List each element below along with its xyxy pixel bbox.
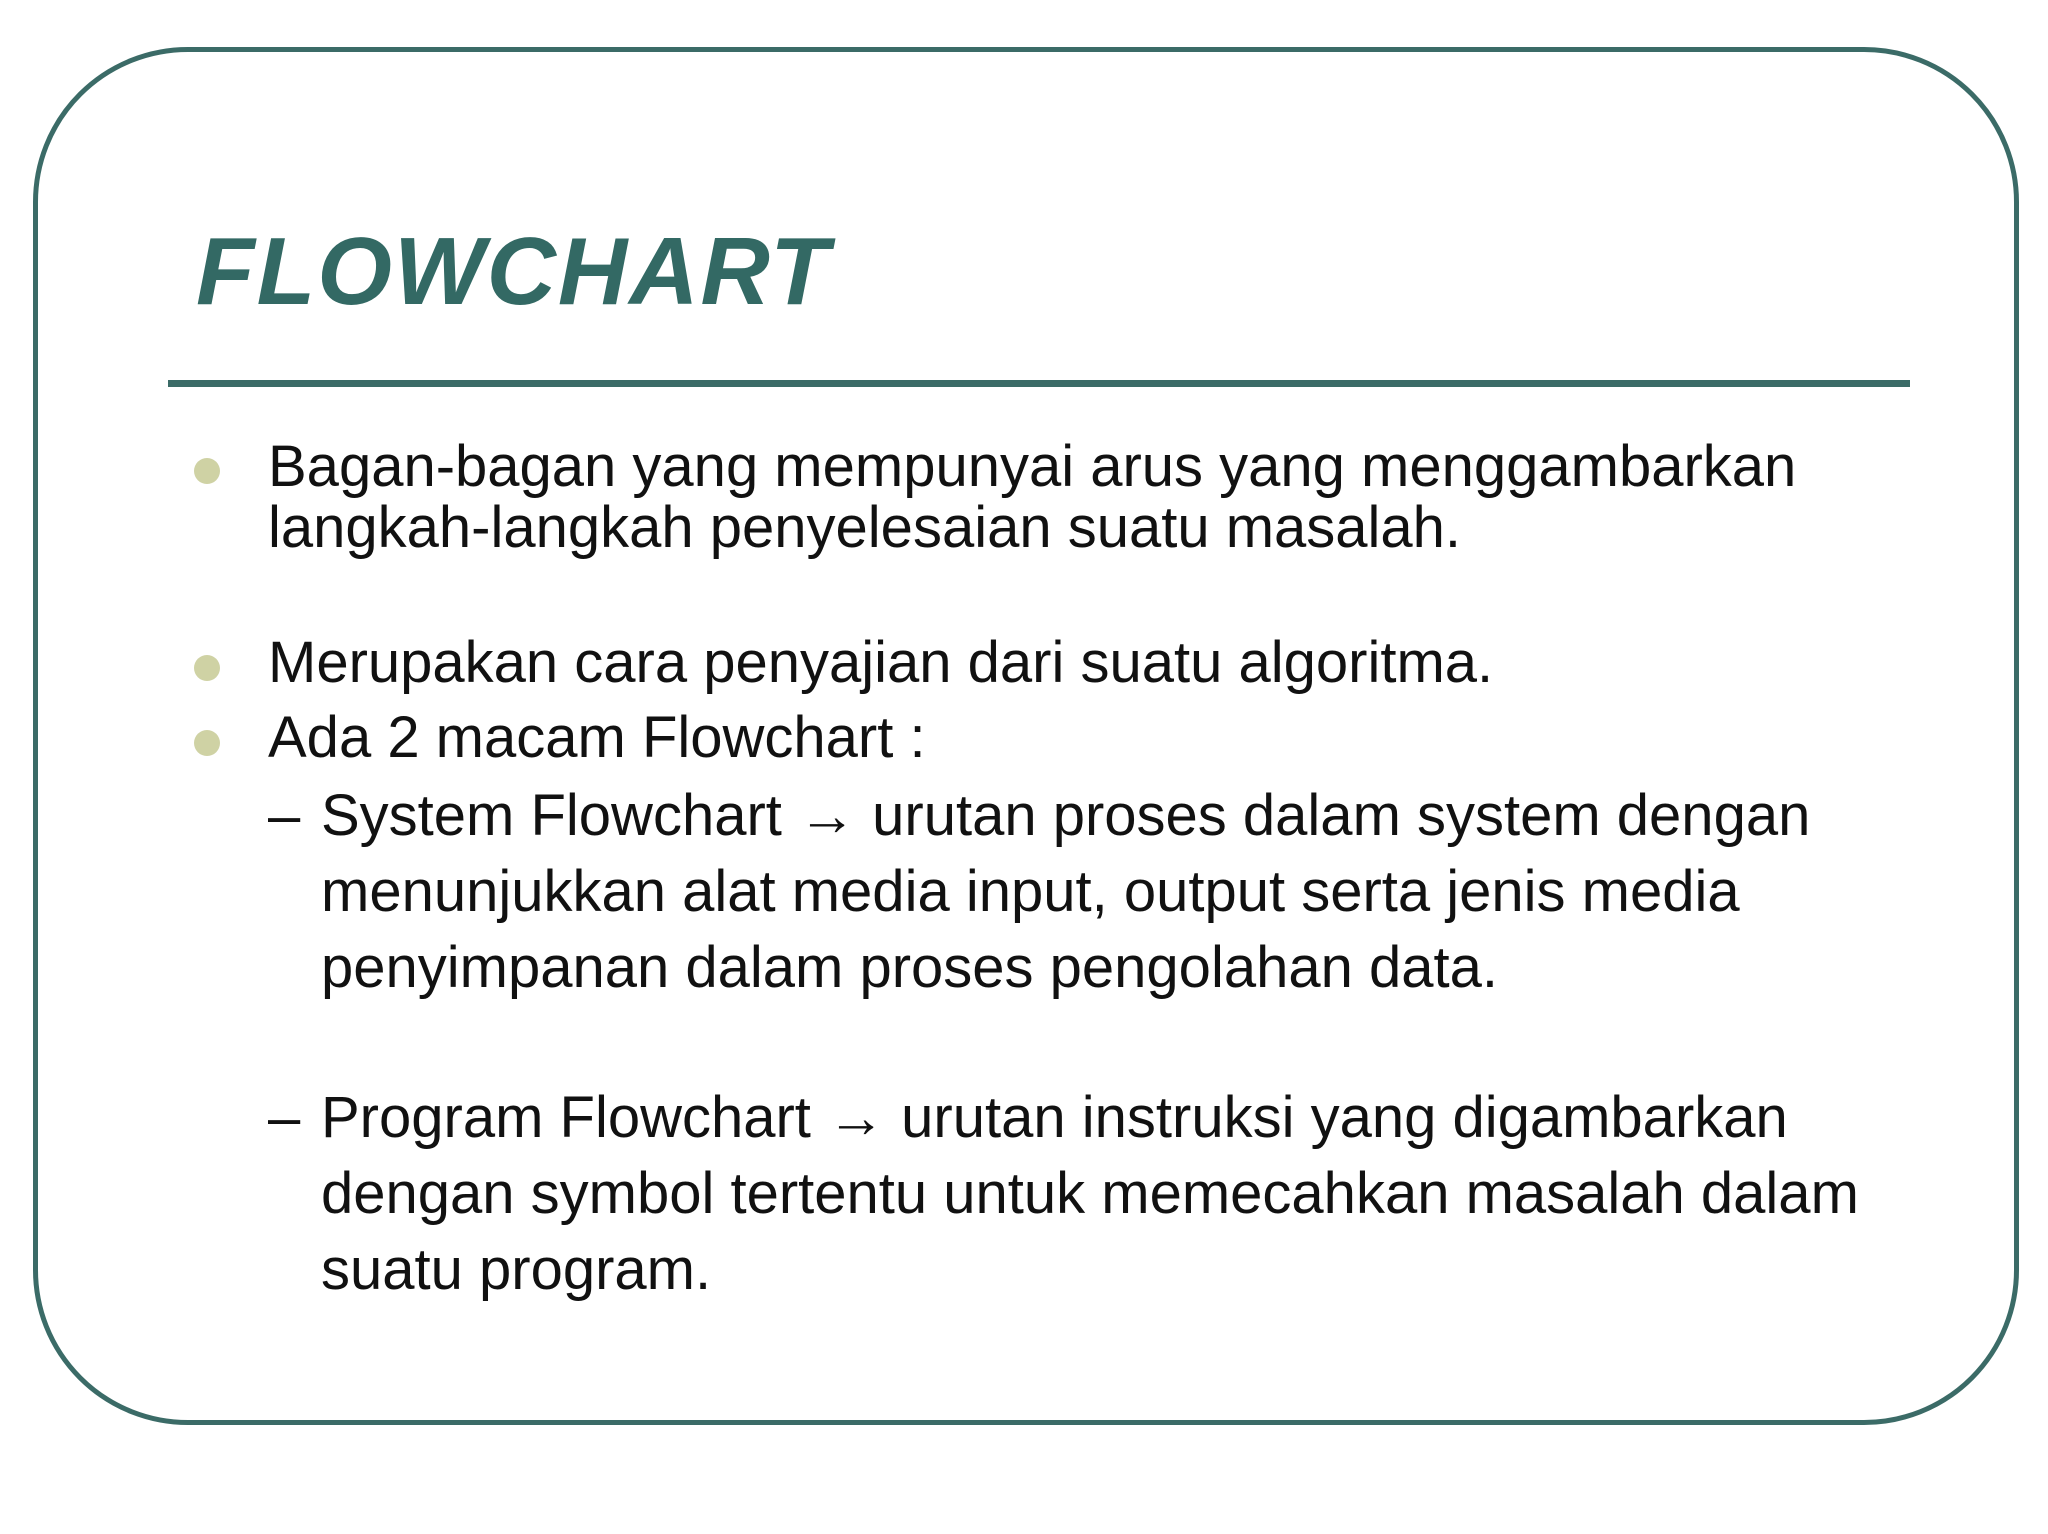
sub-item-term: Program Flowchart — [321, 1085, 811, 1150]
sub-item-dash: – — [268, 783, 301, 848]
right-arrow-icon: → — [798, 783, 857, 848]
sub-item-text — [321, 778, 1861, 1006]
sub-item-term: System Flowchart — [321, 783, 782, 848]
bullet-dot-icon — [194, 730, 220, 756]
bullet-item-3: Ada 2 macam Flowchart : — [268, 705, 926, 770]
bullet-item-2: Merupakan cara penyajian dari suatu algoritma. — [268, 630, 1494, 695]
right-arrow-icon: → — [827, 1085, 886, 1150]
sub-item-text — [321, 1080, 1861, 1308]
bullet-dot-icon — [194, 655, 220, 681]
sub-item-description: urutan proses dalam system dengan menunjukkan alat media input, output serta jenis media penyimpanan dalam proses pengolahan data. — [321, 783, 1811, 1000]
sub-item-dash: – — [268, 1085, 301, 1150]
bullet-dot-icon — [194, 458, 220, 484]
bullet-item-1: Bagan-bagan yang mempunyai arus yang menggambarkan langkah-langkah penyelesaian suatu masalah. — [268, 434, 1797, 560]
sub-item-system-flowchart — [268, 778, 1868, 1088]
slide-title: FLOWCHART — [196, 218, 831, 325]
sub-item-program-flowchart — [268, 1080, 1868, 1320]
sub-item-description: urutan instruksi yang digambarkan dengan symbol tertentu untuk memecahkan masalah dalam suatu program. — [321, 1085, 1859, 1302]
